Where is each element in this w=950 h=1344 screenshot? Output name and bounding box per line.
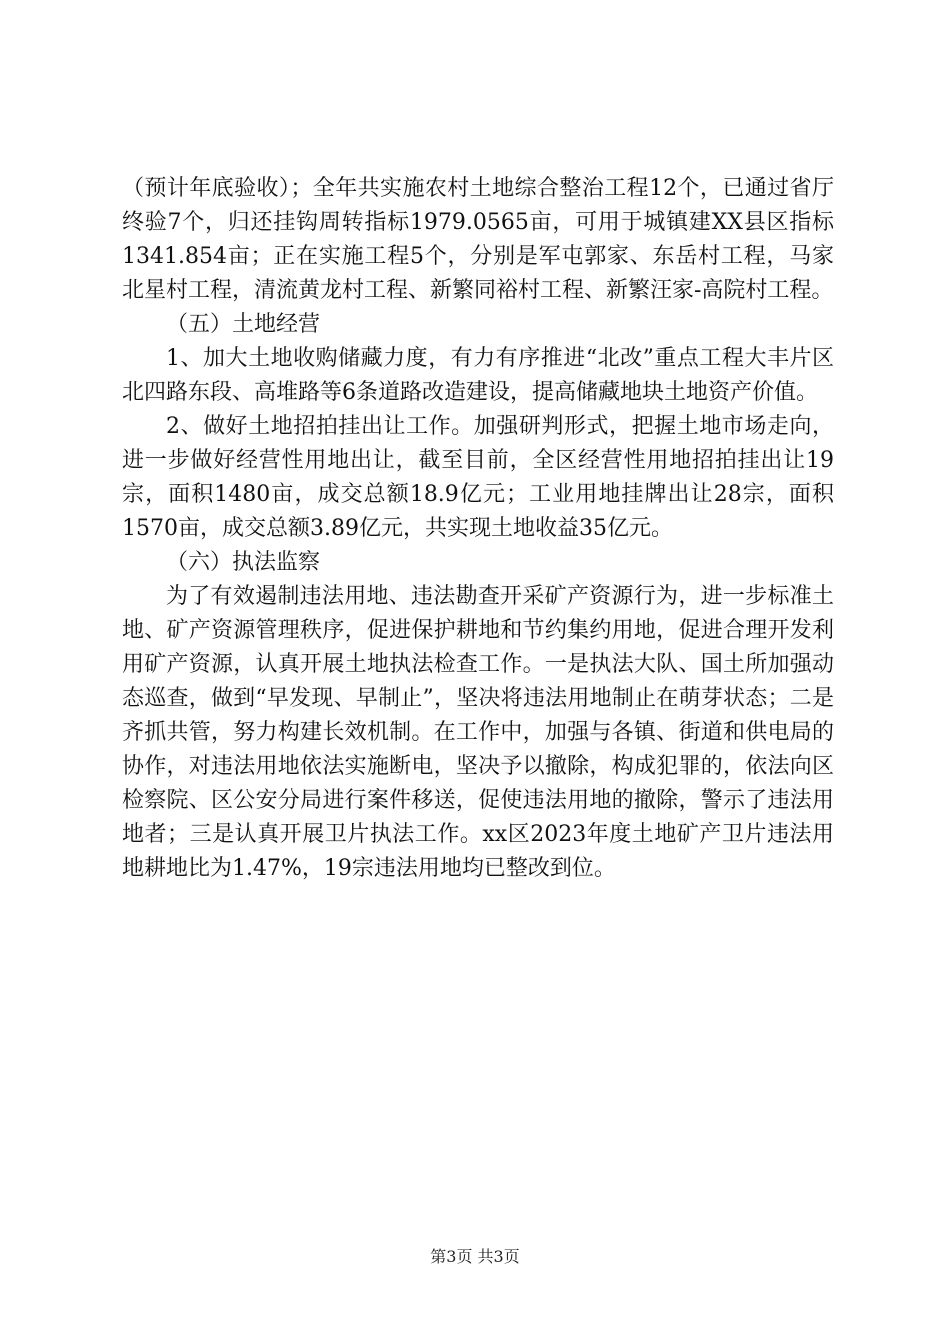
paragraph-land-acquisition: 1、加大土地收购储藏力度，有力有序推进“北改”重点工程大丰片区北四路东段、高堆路等6条道路改造建设，提高储藏地块土地资产价值。 (122, 346, 834, 405)
paragraph-enforcement-inspection: 为了有效遏制违法用地、违法勘查开采矿产资源行为，进一步标准土地、矿产资源管理秩序，促进保护耕地和节约集约用地，促进合理开发利用矿产资源，认真开展土地执法检查工作。一是执法大队、国土所加强动态巡查，做到“早发现、早制止”，坚决将违法用地制止在萌芽状态；二是齐抓共管，努力构建长效机制。在工作中，加强与各镇、街道和供电局的协作，对违法用地依法实施断电，坚决予以撤除，构成犯罪的，依法向区检察院、区公安分局进行案件移送，促使违法用地的撤除，警示了违法用地者；三是认真开展卫片执法工作。xx区2023年度土地矿产卫片违法用地耕地比为1.47%，19宗违法用地均已整改到位。 (122, 584, 834, 881)
paragraph-land-transfer: 2、做好土地招拍挂出让工作。加强研判形式，把握土地市场走向，进一步做好经营性用地出让，截至目前，全区经营性用地招拍挂出让19宗，面积1480亩，成交总额18.9亿元；工业用地挂牌出让28宗，面积1570亩，成交总额3.89亿元，共实现土地收益35亿元。 (122, 414, 834, 541)
page-footer: 第3页 共3页 (430, 1247, 520, 1266)
section-heading-land-operation: （五）土地经营 (166, 312, 321, 337)
section-heading-law-enforcement: （六）执法监察 (166, 550, 321, 575)
document-body (122, 172, 834, 886)
paragraph-land-consolidation: （预计年底验收）；全年共实施农村土地综合整治工程12个，已通过省厅终验7个，归还挂钩周转指标1979.0565亩，可用于城镇建XX县区指标1341.854亩；正在实施工程5个，分别是军屯郭家、东岳村工程，马家北星村工程，清流黄龙村工程、新繁同裕村工程、新繁汪家-高院村工程。 (122, 176, 834, 303)
